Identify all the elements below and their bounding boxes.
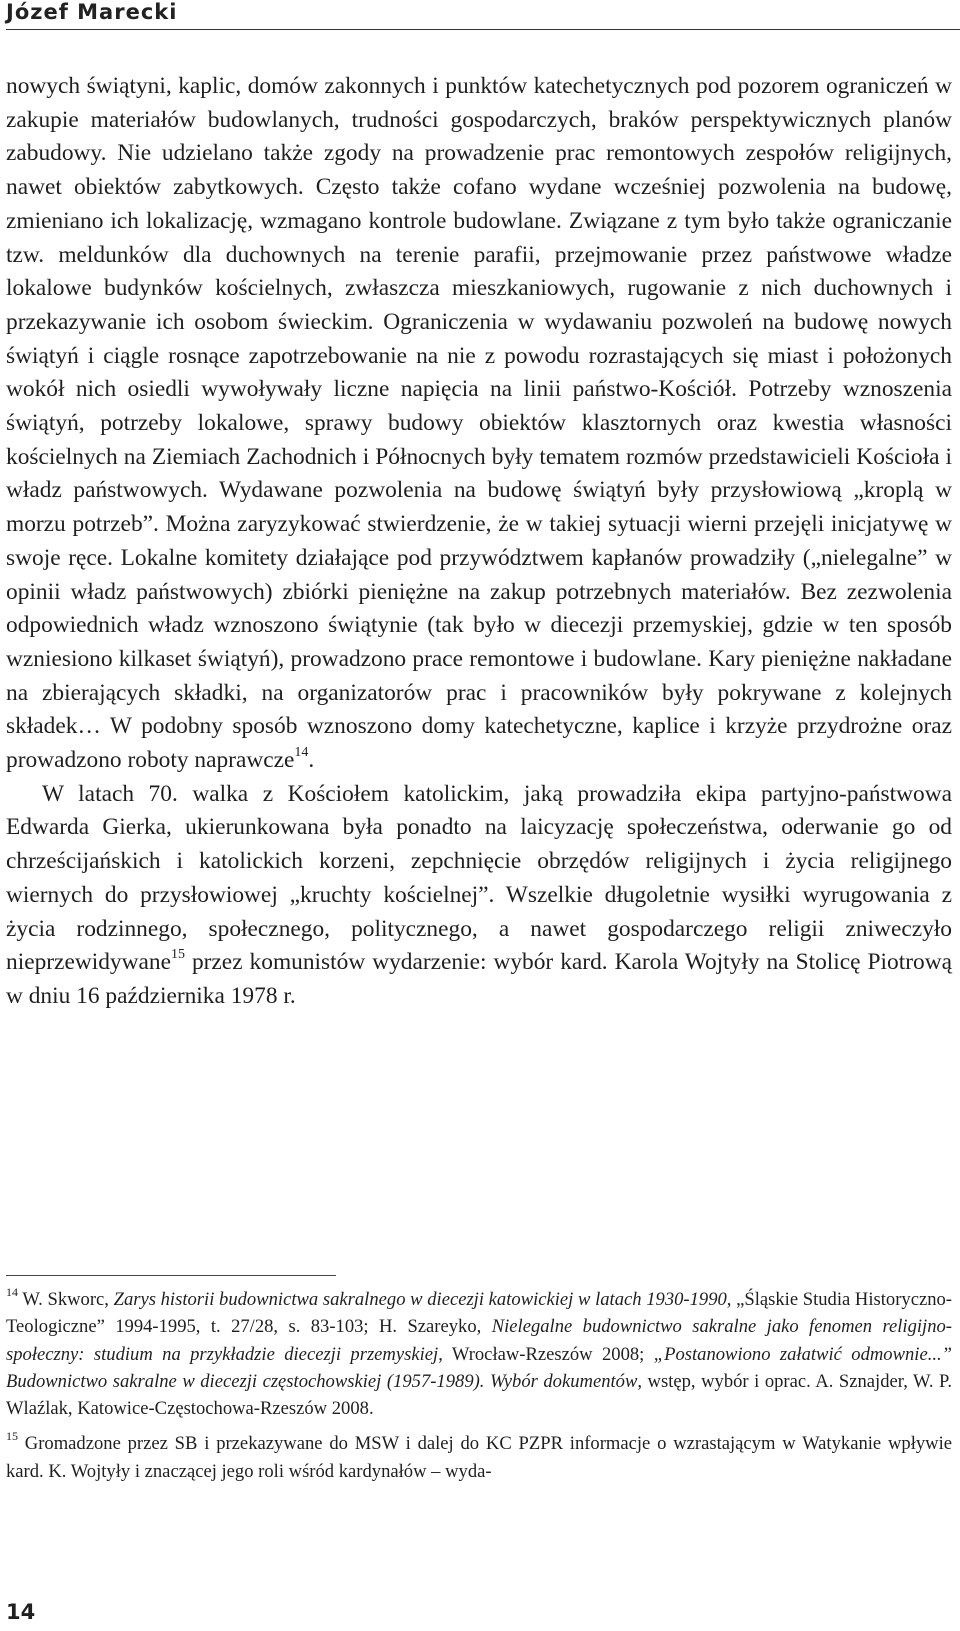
paragraph-2-end: przez komunistów wydarzenie: wybór kard. Karola Wojtyły na Stolicę Piotrową w dniu 16 października 1978 r. xyxy=(6,949,952,1009)
footnote-14-title-1: Zarys historii budownictwa sakralnego w diecezji katowickiej w latach 1930-1990 xyxy=(113,1289,727,1310)
footnote-14 xyxy=(6,1286,952,1422)
paragraph-2 xyxy=(6,778,952,1014)
footnote-14-editors: , wstęp, wybór i oprac. A. Sznajder, W. P. Wlaźlak, Katowice-Częstochowa-Rzeszów 2008. xyxy=(6,1370,952,1420)
footnote-number-15: 15 xyxy=(6,1429,18,1444)
paragraph-2-text: W latach 70. walka z Kościołem katolickim, jaką prowadziła ekipa partyjno-państwowa Edwarda Gierka, ukierunkowana była ponadto na laicyzację społeczeństwa, oderwanie go od chrześcijańskich i katolickich korzeni, zepchnięcie obrzędów religijnych i życia religijnego wiernych do przysłowiowej „kruchty kościelnej”. Wszelkie długoletnie wysiłki wyrugowania z życia rodzinnego, społecznego, politycznego, a nawet gospodarczego religii zniweczyło nieprzewidywane xyxy=(6,780,952,976)
footnote-number-14: 14 xyxy=(6,1284,18,1299)
footnote-14-journal: , „Śląskie Studia Historyczno-Teologiczne” 1994-1995, t. 27/28, s. 83-103; H. Szareyko, xyxy=(6,1289,952,1338)
paragraph-1-text: nowych świątyni, kaplic, domów zakonnych i punktów katechetycznych pod pozorem ograniczeń w zakupie materiałów budowlanych, trudności gospodarczych, braków perspektywicznych planów zabudowy. Nie udzielano także zgody na prowadzenie prac remontowych zespołów religijnych, nawet obiektów zabytkowych. Często także cofano wydane wcześniej pozwolenia na budowę, zmieniano ich lokalizację, wzmagano kontrole budowlane. Związane z tym było także ograniczanie tzw. meldunków dla duchownych na terenie parafii, przejmowanie przez państwowe władze lokalowe budynków kościelnych, zwłaszcza mieszkaniowych, rugowanie z nich duchownych i przekazywanie ich osobom świeckim. Ograniczenia w wydawaniu pozwoleń na budowę nowych świątyń i ciągle rosnące zapotrzebowanie na nie z powodu rozrastających się miast i położonych wokół nich osiedli wywoływały liczne napięcia na linii państwo-Kościół. Potrzeby wznoszenia świątyń, potrzeby lokalowe, sprawy budowy obiektów klasztornych oraz kwestia własności kościelnych na Ziemiach Zachodnich i Północnych były tematem rozmów przedstawicieli Kościoła i władz państwowych. Wydawane pozwolenia na budowę świątyń były przysłowiową „kroplą w morzu potrzeb”. Można zaryzykować stwierdzenie, że w takiej sytuacji wierni przejęli inicjatywę w swoje ręce. Lokalne komitety działające pod przywództwem kapłanów prowadziły („nielegalne” w opinii władz państwowych) zbiórki pieniężne na zakup potrzebnych materiałów. Bez zezwolenia odpowiednich władz wznoszono świątynie (tak było w diecezji przemyskiej, gdzie w ten sposób wzniesiono kilkaset świątyń), prowadzono prace remontowe i budowlane. Kary pieniężne nakładane na zbierających składki, na organizatorów prac i pracowników były pokrywane z kolejnych składek… W podobny sposób wznoszono domy katechetyczne, kaplice i krzyże przydrożne oraz prowadzono roboty naprawcze xyxy=(6,73,952,774)
footnotes xyxy=(6,1286,952,1493)
running-head-author: Józef Marecki xyxy=(6,0,178,24)
footnote-ref-14[interactable]: 14 xyxy=(294,745,309,761)
footnote-14-title-3: „Postanowiono załatwić odmownie...” Budownictwo sakralne w diecezji częstochowskiej (1957-1989). Wybór dokumentów xyxy=(6,1343,952,1392)
paragraph-1-end: . xyxy=(308,747,315,774)
footnote-14-author: W. Skworc, xyxy=(18,1289,114,1310)
footnote-14-title-2: Nielegalne budownictwo sakralne jako fenomen religijno-społeczny: studium na przykładzie diecezji przemyskiej xyxy=(6,1316,952,1365)
main-text xyxy=(6,70,952,1014)
paragraph-1 xyxy=(6,70,952,778)
footnote-15 xyxy=(6,1430,952,1485)
footnote-14-place: , Wrocław-Rzeszów 2008; xyxy=(438,1343,654,1365)
page-number: 14 xyxy=(6,1600,36,1624)
footnote-rule xyxy=(6,1275,336,1276)
footnote-15-text: Gromadzone przez SB i przekazywane do MSW i dalej do KC PZPR informacje o wzrastającym w Watykanie wpływie kard. K. Wojtyły i znaczącej jego roli wśród kardynałów – wyda- xyxy=(6,1433,952,1482)
footnote-ref-15[interactable]: 15 xyxy=(170,947,185,963)
header-rule xyxy=(6,29,960,30)
